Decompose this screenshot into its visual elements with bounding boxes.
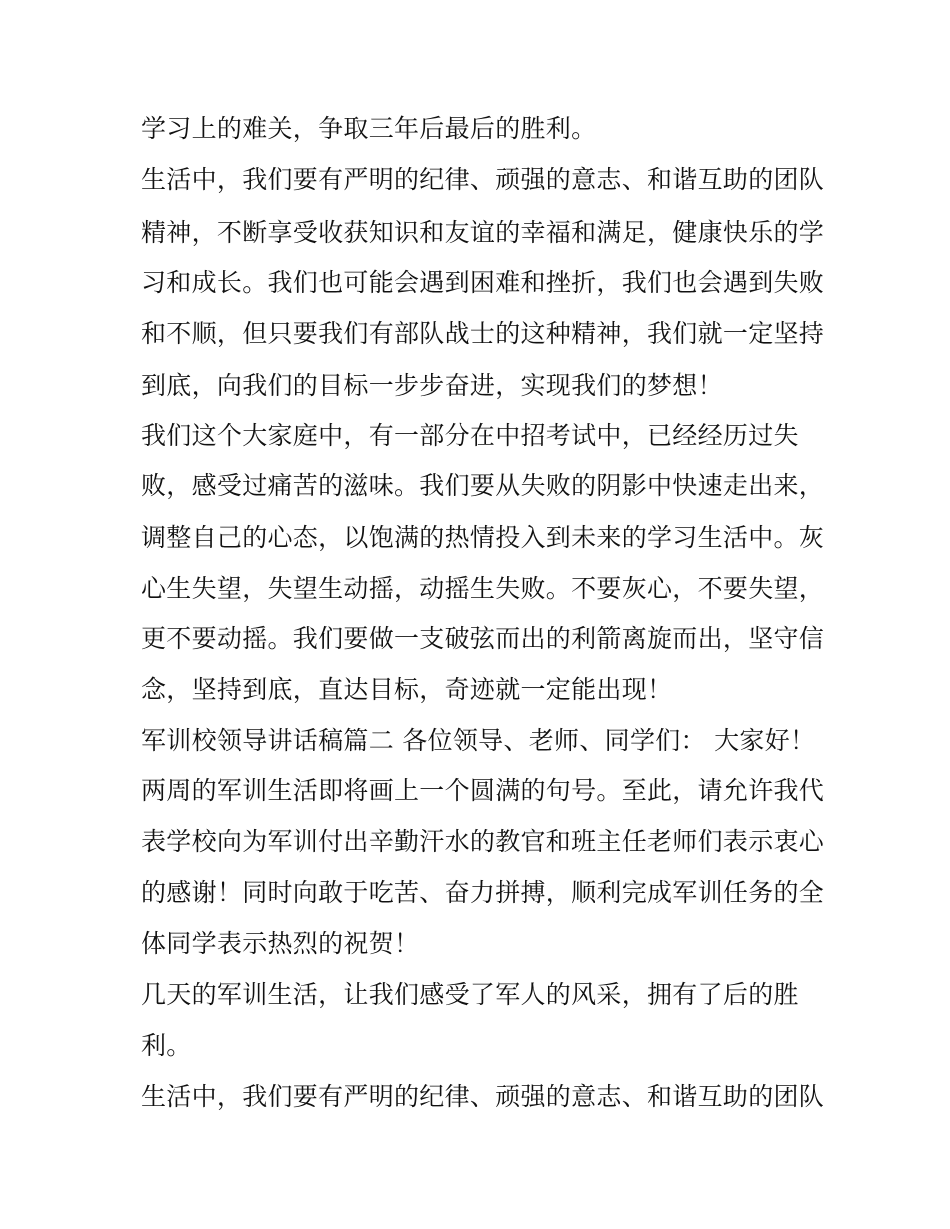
- text-line: 精神，不断享受收获知识和友谊的幸福和满足，健康快乐的学: [141, 218, 825, 247]
- text-line: 念，坚持到底，直达目标，奇迹就一定能出现！: [141, 675, 673, 704]
- text-line: 的感谢！同时向敢于吃苦、奋力拼搏，顺利完成军训任务的全: [141, 878, 825, 907]
- text-line: 军训校领导讲话稿篇二 各位领导、老师、同学们： 大家好！: [141, 726, 816, 755]
- text-line: 两周的军训生活即将画上一个圆满的句号。至此，请允许我代: [141, 776, 825, 805]
- text-line: 到底，向我们的目标一步步奋进，实现我们的梦想！: [141, 371, 723, 400]
- text-line: 几天的军训生活，让我们感受了军人的风采，拥有了后的胜: [141, 980, 799, 1009]
- text-line: 更不要动摇。我们要做一支破弦而出的利箭离旋而出，坚守信: [141, 624, 825, 653]
- text-line: 心生失望，失望生动摇，动摇生失败。不要灰心，不要失望，: [141, 574, 825, 603]
- text-line: 利。: [141, 1031, 192, 1060]
- text-line: 调整自己的心态，以饱满的热情投入到未来的学习生活中。灰: [141, 523, 825, 552]
- text-line: 表学校向为军训付出辛勤汗水的教官和班主任老师们表示衷心: [141, 827, 825, 856]
- text-line: 和不顺，但只要我们有部队战士的这种精神，我们就一定坚持: [141, 319, 825, 348]
- text-line: 学习上的难关，争取三年后最后的胜利。: [141, 114, 597, 143]
- text-line: 生活中，我们要有严明的纪律、顽强的意志、和谐互助的团队: [141, 165, 825, 194]
- text-line: 生活中，我们要有严明的纪律、顽强的意志、和谐互助的团队: [141, 1082, 825, 1111]
- text-line: 体同学表示热烈的祝贺！: [141, 929, 420, 958]
- text-line: 败，感受过痛苦的滋味。我们要从失败的阴影中快速走出来，: [141, 471, 825, 500]
- text-line: 习和成长。我们也可能会遇到困难和挫折，我们也会遇到失败: [141, 268, 825, 297]
- text-line: 我们这个大家庭中，有一部分在中招考试中，已经经历过失: [141, 421, 799, 450]
